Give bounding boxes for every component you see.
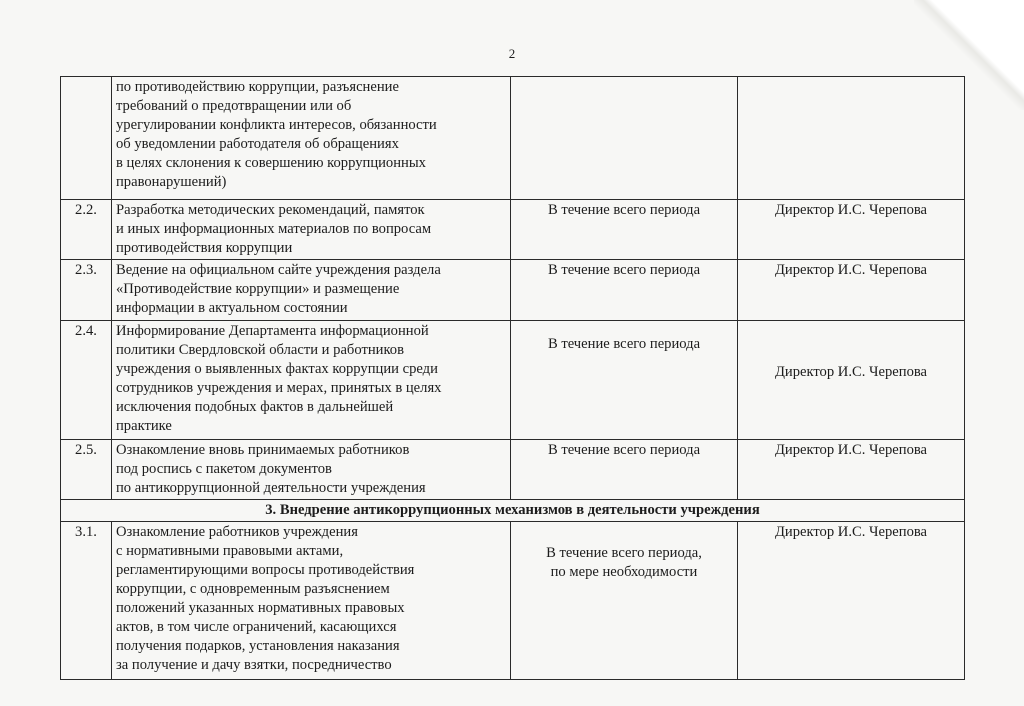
- row-responsible: Директор И.С. Черепова: [738, 522, 965, 680]
- row-term: В течение всего периода: [511, 440, 738, 500]
- row-term: В течение всего периода: [511, 260, 738, 321]
- row-responsible-cell: [738, 77, 965, 200]
- row-description: Информирование Департамента информационной политики Свердловской области и работников учреждения о выявленных фактах коррупции среди сотрудников учреждения и мерах, принятых в целях исключения подобных фактов в дальнейшей практике: [112, 321, 511, 440]
- row-number: 2.4.: [61, 321, 112, 440]
- row-responsible: Директор И.С. Черепова: [738, 260, 965, 321]
- table-row: [61, 522, 965, 680]
- row-description: по противодействию коррупции, разъяснение требований о предотвращении или об урегулировании конфликта интересов, обязанности об уведомлении работодателя об обращениях в целях склонения к совершению коррупционных правонарушений): [112, 77, 511, 200]
- row-number: 2.2.: [61, 200, 112, 260]
- section-title: 3. Внедрение антикоррупционных механизмов в деятельности учреждения: [61, 500, 965, 522]
- page-number: 2: [508, 46, 516, 61]
- row-term: В течение всего периода: [511, 321, 738, 440]
- table-row: [61, 200, 965, 260]
- row-term: В течение всего периода: [511, 200, 738, 260]
- row-number-cell: [61, 77, 112, 200]
- row-term: В течение всего периода, по мере необходимости: [511, 522, 738, 680]
- row-number: 3.1.: [61, 522, 112, 680]
- row-responsible: Директор И.С. Черепова: [738, 200, 965, 260]
- row-number: 2.3.: [61, 260, 112, 321]
- row-description: Ознакомление работников учреждения с нормативными правовыми актами, регламентирующими вопросы противодействия коррупции, с одновременным разъяснением положений указанных нормативных правовых актов, в том числе ограничений, касающихся получения подарков, установления наказания за получение и дачу взятки, посредничество: [112, 522, 511, 680]
- row-description: Разработка методических рекомендаций, памяток и иных информационных материалов по вопросам противодействия коррупции: [112, 200, 511, 260]
- table-row: [61, 321, 965, 440]
- row-description: Ознакомление вновь принимаемых работников под роспись с пакетом документов по антикоррупционной деятельности учреждения: [112, 440, 511, 500]
- table-row: [61, 260, 965, 321]
- row-term-cell: [511, 77, 738, 200]
- table-row: [61, 440, 965, 500]
- row-description: Ведение на официальном сайте учреждения раздела «Противодействие коррупции» и размещение информации в актуальном состоянии: [112, 260, 511, 321]
- section-header-row: [61, 500, 965, 522]
- row-number: 2.5.: [61, 440, 112, 500]
- row-responsible: Директор И.С. Черепова: [738, 321, 965, 440]
- anticorruption-plan-table: [60, 76, 965, 680]
- row-responsible: Директор И.С. Черепова: [738, 440, 965, 500]
- table-row: [61, 77, 965, 200]
